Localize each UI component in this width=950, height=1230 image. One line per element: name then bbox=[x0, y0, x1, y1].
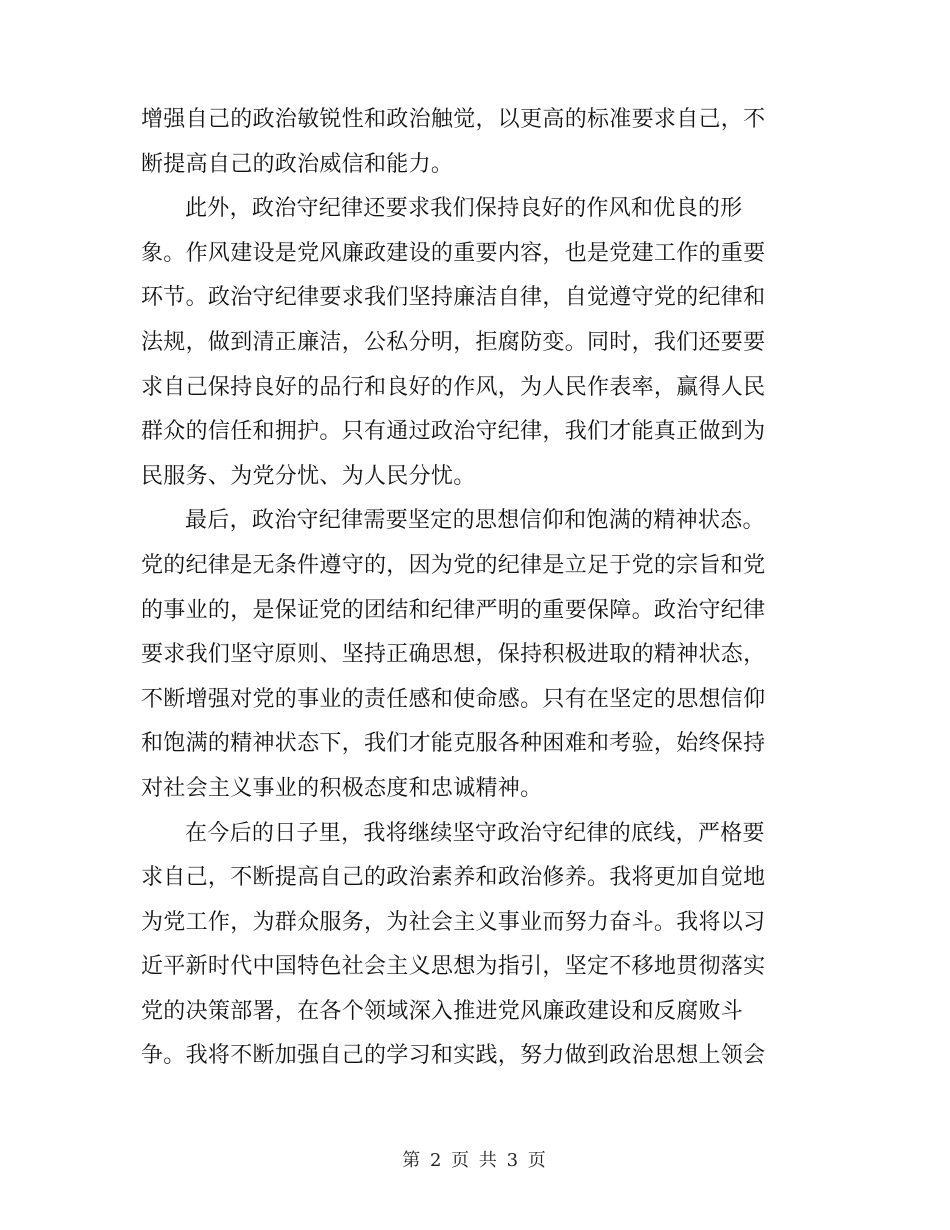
text-line: 象。作风建设是党风廉政建设的重要内容，也是党建工作的重要 bbox=[141, 240, 766, 266]
text-line: 对社会主义事业的积极态度和忠诚精神。 bbox=[141, 775, 543, 801]
text-line: 断提高自己的政治威信和能力。 bbox=[141, 151, 454, 177]
text-line: 要求我们坚守原则、坚持正确思想，保持积极进取的精神状态， bbox=[141, 642, 766, 668]
page-footer bbox=[0, 1146, 950, 1172]
text-line: 法规，做到清正廉洁，公私分明，拒腐防变。同时，我们还要要 bbox=[141, 329, 766, 355]
paragraph-4 bbox=[141, 812, 797, 1080]
text-line: 求自己，不断提高自己的政治素养和政治修养。我将更加自觉地 bbox=[141, 865, 766, 891]
text-line: 群众的信任和拥护。只有通过政治守纪律，我们才能真正做到为 bbox=[141, 419, 766, 445]
text-line: 党的决策部署，在各个领域深入推进党风廉政建设和反腐败斗 bbox=[141, 998, 744, 1024]
text-line: 为党工作，为群众服务，为社会主义事业而努力奋斗。我将以习 bbox=[141, 909, 766, 935]
text-line: 在今后的日子里，我将继续坚守政治守纪律的底线，严格要 bbox=[185, 820, 765, 846]
text-line: 和饱满的精神状态下，我们才能克服各种困难和考验，始终保持 bbox=[141, 731, 766, 757]
text-line: 环节。政治守纪律要求我们坚持廉洁自律，自觉遵守党的纪律和 bbox=[141, 285, 766, 311]
text-line: 的事业的，是保证党的团结和纪律严明的重要保障。政治守纪律 bbox=[141, 597, 766, 623]
text-line: 争。我将不断加强自己的学习和实践，努力做到政治思想上领会 bbox=[141, 1043, 766, 1069]
text-line: 近平新时代中国特色社会主义思想为指引，坚定不移地贯彻落实 bbox=[141, 954, 766, 980]
text-line: 最后，政治守纪律需要坚定的思想信仰和饱满的精神状态。 bbox=[185, 508, 765, 534]
text-line: 不断增强对党的事业的责任感和使命感。只有在坚定的思想信仰 bbox=[141, 686, 766, 712]
text-line: 党的纪律是无条件遵守的，因为党的纪律是立足于党的宗旨和党 bbox=[141, 552, 766, 578]
text-line: 增强自己的政治敏锐性和政治触觉，以更高的标准要求自己，不 bbox=[141, 107, 766, 132]
page-number-indicator: 第 2 页 共 3 页 bbox=[402, 1150, 548, 1171]
text-line: 此外，政治守纪律还要求我们保持良好的作风和优良的形 bbox=[185, 196, 743, 222]
paragraph-1 bbox=[141, 98, 797, 187]
document-body bbox=[141, 98, 797, 1079]
paragraph-3 bbox=[141, 499, 797, 811]
paragraph-2 bbox=[141, 187, 797, 499]
text-line: 民服务、为党分忧、为人民分忧。 bbox=[141, 463, 476, 489]
text-line: 求自己保持良好的品行和良好的作风，为人民作表率，赢得人民 bbox=[141, 374, 766, 400]
